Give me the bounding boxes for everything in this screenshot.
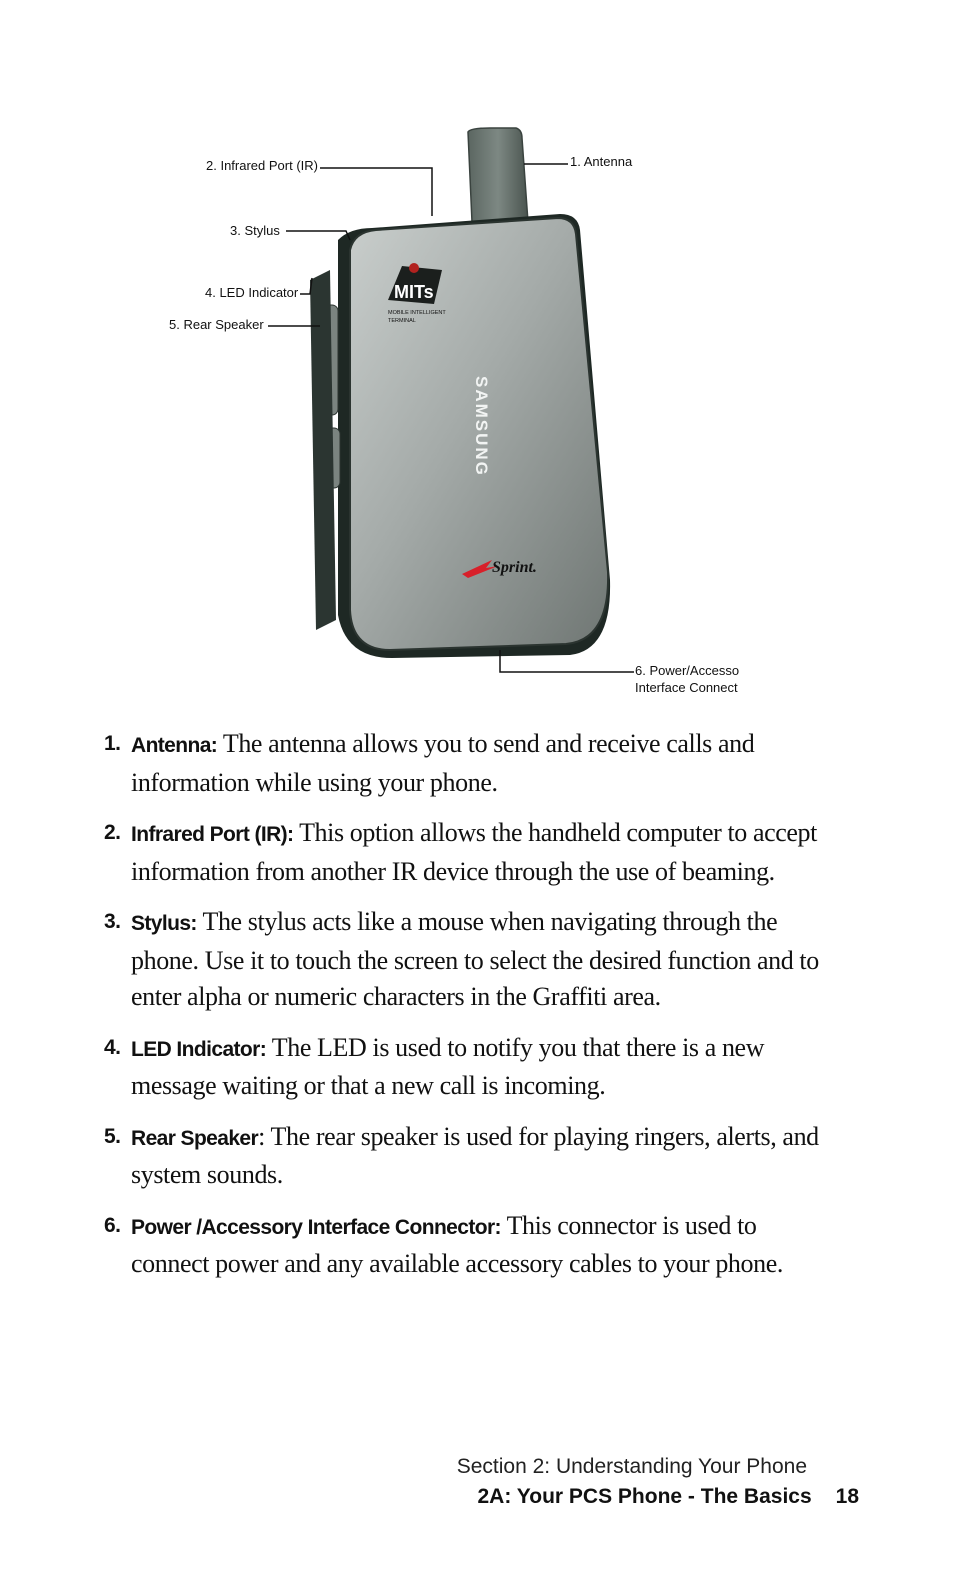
sprint-logo-text: Sprint. (492, 559, 537, 576)
item-description: : The rear speaker is used for playing ringers, alerts, and system sounds. (131, 1121, 819, 1189)
item-term: Antenna: (131, 734, 218, 757)
item-description: This connector is used to connect power and any available accessory cables to your phone. (131, 1210, 783, 1278)
item-term: LED Indicator: (131, 1037, 267, 1061)
item-description: The LED is used to notify you that there is a new message waiting or that a new call is incoming. (131, 1032, 765, 1100)
item-term: Rear Speaker (131, 1126, 259, 1150)
callout-power-connector-line1: 6. Power/Accesso (635, 663, 740, 678)
component-list (104, 726, 824, 1297)
callout-power-connector-line2: Interface Connect (635, 680, 738, 695)
item-term: Infrared Port (IR): (131, 823, 294, 846)
item-number: 4. (104, 1035, 121, 1059)
mits-subtitle-2: TERMINAL (388, 318, 416, 324)
item-number: 3. (104, 910, 121, 933)
item-description: This option allows the handheld computer to accept information from another IR device through the use of beaming. (131, 818, 817, 886)
item-number: 1. (104, 732, 121, 755)
callout-led-indicator: 4. LED Indicator (205, 285, 299, 300)
callout-rear-speaker: 5. Rear Speaker (169, 317, 264, 332)
item-description: The antenna allows you to send and receive calls and information while using your phone. (131, 729, 755, 797)
phone-figure (150, 110, 790, 710)
footer-chapter-row (457, 1482, 859, 1512)
callout-antenna: 1. Antenna (570, 154, 633, 169)
footer-section-title: Section 2: Understanding Your Phone (456, 1455, 807, 1478)
item-number: 2. (104, 821, 121, 844)
list-item-rear-speaker (104, 1119, 824, 1194)
item-number: 5. (104, 1124, 121, 1148)
callout-infrared-port: 2. Infrared Port (IR) (206, 158, 318, 173)
item-number: 6. (104, 1213, 121, 1237)
antenna-shape (468, 128, 528, 222)
list-item-infrared-port (104, 815, 824, 890)
footer-chapter-title: 2A: Your PCS Phone - The Basics (477, 1485, 812, 1508)
list-item-antenna (104, 726, 824, 801)
item-term: Stylus: (131, 912, 197, 935)
mits-logo-text: MITs (394, 282, 434, 302)
mits-subtitle-1: MOBILE INTELLIGENT (388, 310, 446, 316)
callout-stylus: 3. Stylus (230, 223, 280, 238)
item-term: Power /Accessory Interface Connector: (131, 1215, 501, 1239)
samsung-logo: SAMSUNG (472, 376, 491, 477)
list-item-stylus (104, 904, 824, 1016)
page-footer (457, 1452, 859, 1512)
list-item-led-indicator (104, 1030, 824, 1105)
item-description: The stylus acts like a mouse when navigating through the phone. Use it to touch the screen to select the desired function and to enter alpha or numeric characters in the Graffiti area. (131, 907, 819, 1011)
list-item-power-connector (104, 1208, 824, 1283)
page-number: 18 (835, 1485, 859, 1508)
phone-illustration (150, 110, 790, 710)
